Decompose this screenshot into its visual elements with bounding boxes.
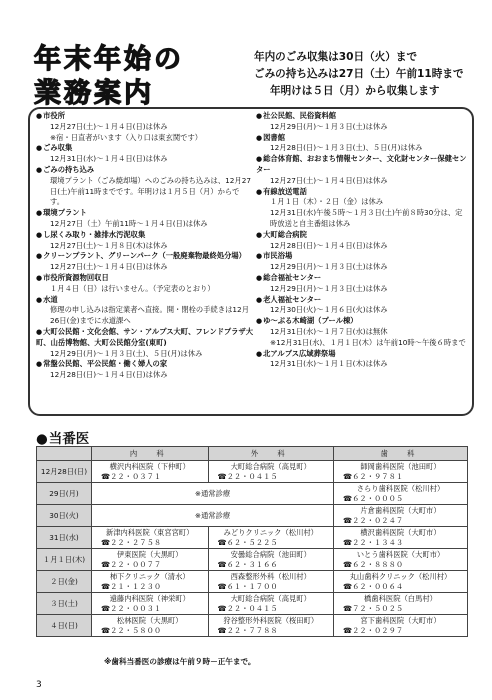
- schedule-left-column: [36, 111, 254, 381]
- schedule-entry-heading: ● 老人福祉センター: [256, 295, 470, 306]
- schedule-entry-heading: ● ゆ～ぷる木崎湖（プール棟）: [256, 316, 470, 327]
- duty-date-cell: 30日(火): [37, 505, 92, 527]
- title-char: 内: [124, 78, 152, 109]
- duty-doctor-title: ● 当番医: [36, 427, 89, 447]
- clinic-phone: ☎６２・００６４: [343, 581, 404, 591]
- schedule-entry: [256, 230, 470, 252]
- schedule-entry: [36, 165, 254, 208]
- schedule-entry: [36, 230, 254, 252]
- clinic-name: 宮下歯科医院（大町市）: [360, 615, 441, 625]
- schedule-right-column: [256, 111, 470, 370]
- clinic-name: 大町総合病院（高見町）: [230, 593, 311, 603]
- duty-geka-cell: [208, 527, 334, 549]
- schedule-entry-detail: 12月31日(水)～１月１日(木)は休み: [270, 359, 388, 369]
- duty-normal-hours-cell: ※通常診療: [92, 483, 334, 505]
- title-line-1: [34, 44, 230, 75]
- schedule-entry: [36, 111, 254, 143]
- duty-shika-cell: [334, 593, 468, 615]
- clinic-name: 遠藤内科医院（神栄町）: [109, 593, 190, 603]
- notice-line-1: 年内のごみ収集は30日（火）まで: [254, 51, 418, 63]
- schedule-entry: [36, 208, 254, 230]
- duty-naika-cell: [92, 571, 209, 593]
- schedule-entry-detail: 12月27日(土)～１月８日(木)は休み: [50, 240, 168, 250]
- schedule-entry-heading: ● 市民浴場: [256, 251, 470, 262]
- duty-row: [37, 549, 468, 571]
- schedule-entry: [256, 187, 470, 230]
- schedule-entry-heading: ● 大町総合病院: [256, 230, 470, 241]
- schedule-entry-detail: ※宿・日直者がいます（入り口は東玄関です）: [50, 132, 203, 142]
- duty-date-cell: ４日(日): [37, 615, 92, 637]
- schedule-entry-heading: ● 市役所資源物回収日: [36, 273, 254, 284]
- schedule-entry-detail: 12月27日(土)～１月４日(日)は休み: [270, 175, 388, 185]
- duty-row: [37, 593, 468, 615]
- clinic-phone: ☎６２・０００５: [343, 493, 404, 503]
- clinic-name: 橋歯科医院（白馬村）: [364, 593, 437, 603]
- schedule-entry: [256, 316, 470, 348]
- schedule-entry-detail: 12月28日(日)～１月４日(日)は休み: [50, 370, 168, 380]
- duty-naika-cell: [92, 461, 209, 483]
- title-char: 始: [124, 44, 152, 75]
- duty-row: [37, 483, 468, 505]
- title-char: 年: [94, 44, 122, 75]
- schedule-entry-heading: ● 図書館: [256, 133, 470, 144]
- clinic-name: みどりクリニック（松川村）: [223, 527, 318, 537]
- schedule-entry-heading: ● ごみの持ち込み: [36, 165, 254, 176]
- clinic-phone: ☎２２・０４１５: [217, 603, 278, 613]
- page-number: 3: [36, 680, 42, 690]
- schedule-entry: [256, 349, 470, 371]
- schedule-entry: [36, 359, 254, 381]
- duty-shika-cell: [334, 527, 468, 549]
- schedule-entry-heading: ● し尿くみ取り・雑排水汚泥収集: [36, 230, 254, 241]
- schedule-entry: [256, 111, 470, 133]
- title-char: の: [154, 44, 182, 75]
- title-char: 末: [64, 44, 92, 75]
- schedule-entry-heading: ● 有線放送電話: [256, 187, 470, 198]
- clinic-phone: ☎２１・１２３０: [101, 581, 162, 591]
- garbage-notice: [254, 49, 480, 100]
- clinic-phone: ☎２２・５８００: [101, 625, 162, 635]
- schedule-entry-detail: 12月29日(月)～１月３日(土)、５日(月)は休み: [50, 348, 203, 358]
- duty-date-cell: 12月28日(日): [37, 461, 92, 483]
- clinic-phone: ☎６１・１７００: [217, 581, 278, 591]
- duty-shika-cell: [334, 549, 468, 571]
- clinic-phone: ☎２２・０３７１: [101, 471, 162, 481]
- duty-normal-hours-cell: ※通常診療: [92, 505, 334, 527]
- header-date-cell: [37, 447, 92, 461]
- duty-naika-cell: [92, 593, 209, 615]
- schedule-entry: [256, 295, 470, 317]
- clinic-phone: ☎２２・１３４３: [343, 537, 404, 547]
- clinic-phone: ☎２２・０２４７: [343, 515, 404, 525]
- schedule-entry-heading: ● 大町公民館・文化会館、サン・アルプス大町、フレンドプラザ大町、山岳博物館、大町公民館分室(東町): [36, 327, 254, 349]
- duty-geka-cell: [208, 615, 334, 637]
- clinic-name: 師岡歯科医院（池田町）: [360, 461, 441, 471]
- duty-shika-cell: [334, 505, 468, 527]
- schedule-entry-detail: 修理の申し込みは指定業者へ直接。開・閉栓の手続きは12月26日(金)までに水道課へ: [50, 305, 250, 326]
- schedule-entry-detail: １月１日（木）・２日（金）は休み: [270, 197, 384, 207]
- clinic-phone: ☎２２・７７８８: [217, 625, 278, 635]
- clinic-phone: ☎２２・０４１５: [217, 471, 278, 481]
- schedule-entry-heading: ● 総合体育館、おおまち情報センター、文化財センター保健センター: [256, 154, 470, 176]
- clinic-name: いとう歯科医院（大町市）: [356, 549, 445, 559]
- duty-shika-cell: [334, 461, 468, 483]
- schedule-entry: [36, 273, 254, 295]
- schedule-entry-detail: １月４日（日）は行いません。（予定表のとおり）: [50, 283, 215, 293]
- schedule-entry-detail: 12月30日(火)～１月６日(火)は休み: [270, 305, 388, 315]
- duty-geka-cell: [208, 461, 334, 483]
- schedule-entry-detail: 環境プラント（ごみ焼却場）へのごみの持ち込みは、12月27日(土)午前11時までです。年明けは１月５日（月）からです。: [50, 175, 251, 207]
- duty-date-cell: 29日(月): [37, 483, 92, 505]
- clinic-phone: ☎２２・０２９７: [343, 625, 404, 635]
- schedule-entry-heading: ● 水道: [36, 295, 254, 306]
- title-char: 業: [34, 78, 62, 109]
- clinic-phone: ☎６２・３１６６: [217, 559, 278, 569]
- schedule-entry-detail: 12月28日(日)～１月３日(土)、５日(月)は休み: [270, 143, 423, 153]
- schedule-entry: [36, 327, 254, 359]
- schedule-entry-heading: ● 北アルプス広域葬祭場: [256, 349, 470, 360]
- clinic-name: 伊東医院（大黒町）: [116, 549, 183, 559]
- clinic-name: 丸山歯科クリニック（松川村）: [349, 571, 452, 581]
- schedule-entry-heading: ● 市役所: [36, 111, 254, 122]
- duty-naika-cell: [92, 615, 209, 637]
- duty-row: [37, 615, 468, 637]
- duty-date-cell: ３日(土): [37, 593, 92, 615]
- schedule-entry-detail: 12月31日(水)～１月７日(水)は無休: [270, 326, 388, 336]
- schedule-entry-detail: 12月29日(月)～１月３日(土)は休み: [270, 262, 388, 272]
- duty-naika-cell: [92, 549, 209, 571]
- duty-shika-cell: [334, 615, 468, 637]
- clinic-name: 安曇総合病院（池田町）: [230, 549, 311, 559]
- page-title: [34, 44, 230, 112]
- clinic-phone: ☎６２・８８８０: [343, 559, 404, 569]
- clinic-phone: ☎７２・５０２５: [343, 603, 404, 613]
- schedule-entry-detail: 12月29日(月)～１月３日(土)は休み: [270, 121, 388, 131]
- schedule-entry-heading: ● 環境プラント: [36, 208, 254, 219]
- duty-geka-cell: [208, 593, 334, 615]
- duty-row: [37, 527, 468, 549]
- schedule-entry-heading: ● クリーンプラント、グリーンパーク（一般廃棄物最終処分場）: [36, 251, 254, 262]
- schedule-entry-heading: ● 総合福祉センター: [256, 273, 470, 284]
- clinic-name: 松林医院（大黒町）: [116, 615, 183, 625]
- schedule-box: [28, 107, 474, 416]
- schedule-entry: [36, 251, 254, 273]
- clinic-name: 新津内科医院（東宮宮町）: [105, 527, 194, 537]
- clinic-name: 西森整形外科（松川村）: [230, 571, 311, 581]
- duty-naika-cell: [92, 527, 209, 549]
- clinic-phone: ☎２２・００３１: [101, 603, 162, 613]
- notice-line-2: ごみの持ち込みは27日（土）午前11時まで: [254, 68, 464, 80]
- duty-date-cell: 31日(水): [37, 527, 92, 549]
- clinic-phone: ☎６２・５２２５: [217, 537, 278, 547]
- clinic-phone: ☎２２・２７５８: [101, 537, 162, 547]
- duty-header-row: [37, 447, 468, 461]
- title-line-2: [34, 78, 230, 109]
- header-naika: 内 科: [92, 447, 209, 461]
- duty-row: [37, 505, 468, 527]
- duty-row: [37, 461, 468, 483]
- duty-row: [37, 571, 468, 593]
- title-char: 務: [64, 78, 92, 109]
- duty-geka-cell: [208, 571, 334, 593]
- dental-footnote: ※歯科当番医の診療は午前９時－正午まで。: [104, 657, 256, 666]
- schedule-entry: [256, 251, 470, 273]
- schedule-entry-heading: ● ごみ収集: [36, 143, 254, 154]
- clinic-name: さらり歯科医院（松川村）: [356, 483, 445, 493]
- schedule-entry: [36, 295, 254, 327]
- schedule-entry-heading: ● 社公民館、民俗資料館: [256, 111, 470, 122]
- schedule-entry: [36, 143, 254, 165]
- schedule-entry-detail: 12月27日(土)～１月４日(日)は休み: [50, 262, 168, 272]
- clinic-name: 柿下クリニック（清水）: [109, 571, 190, 581]
- header-shika: 歯 科: [334, 447, 468, 461]
- schedule-entry-heading: ● 常盤公民館、平公民館・働く婦人の家: [36, 359, 254, 370]
- schedule-entry: [256, 133, 470, 155]
- clinic-phone: ☎６２・９７８１: [343, 471, 404, 481]
- schedule-entry-detail: ※12月31日(水)、１月１日(木）は午前10時～午後６時まで: [270, 337, 466, 347]
- schedule-entry: [256, 273, 470, 295]
- duty-shika-cell: [334, 483, 468, 505]
- header-geka: 外 科: [208, 447, 334, 461]
- schedule-entry-detail: 12月31日(水)～１月４日(日)は休み: [50, 154, 168, 164]
- schedule-entry-detail: 12月29日(月)～１月３日(土)は休み: [270, 283, 388, 293]
- duty-geka-cell: [208, 549, 334, 571]
- clinic-name: 横沢歯科医院（大町市）: [360, 527, 441, 537]
- duty-shika-cell: [334, 571, 468, 593]
- title-char: 案: [94, 78, 122, 109]
- schedule-entry-detail: 12月27日(土)～１月４日(日)は休み: [50, 121, 168, 131]
- clinic-name: 狩谷整形外科医院（桜田町）: [223, 615, 319, 625]
- duty-date-cell: １月１日(木): [37, 549, 92, 571]
- clinic-name: 大町総合病院（高見町）: [230, 461, 311, 471]
- duty-date-cell: ２日(金): [37, 571, 92, 593]
- clinic-phone: ☎２２・００７７: [101, 559, 162, 569]
- schedule-entry-detail: 12月28日(日)～１月４日(日)は休み: [270, 240, 388, 250]
- schedule-entry-detail: 12月27日（土）午前11時～１月４日(日)は休み: [50, 218, 208, 228]
- schedule-entry-detail: 12月31日(水)午後５時～１月３日(土)午前８時30分は、定時放送と自主番組は休み: [270, 208, 463, 228]
- clinic-name: 横沢内科医院（下仲町）: [109, 461, 190, 471]
- schedule-entry: [256, 154, 470, 186]
- notice-line-3: 年明けは５日（月）から収集します: [270, 85, 440, 97]
- duty-doctor-table: [36, 446, 468, 637]
- title-char: 年: [34, 44, 62, 75]
- clinic-name: 片倉歯科医院（大町市）: [360, 505, 441, 515]
